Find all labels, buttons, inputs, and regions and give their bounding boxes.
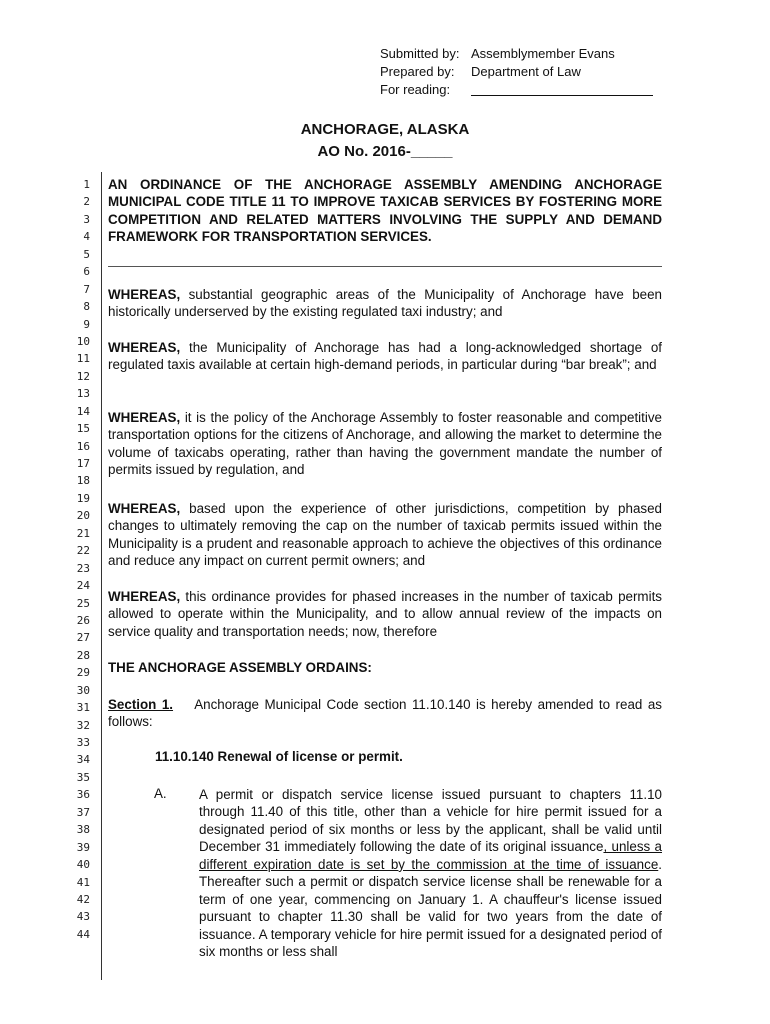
whereas-text: the Municipality of Anchorage has had a long-acknowledged shortage of regulated taxis available at certain high-demand periods, in particular during “bar break”; and (108, 340, 662, 373)
prepared-row (380, 63, 653, 81)
subsection-amendment-underlined: , unless a different expiration date is set by the commission at the time of issuance (199, 839, 662, 872)
line-number: 3 (83, 212, 90, 226)
line-number: 30 (76, 683, 90, 697)
section-label: Section 1. (108, 697, 174, 712)
line-number: 16 (76, 439, 90, 453)
section-1 (108, 696, 662, 731)
whereas-clause-3 (108, 409, 662, 479)
section-text: Anchorage Municipal Code section 11.10.140 is hereby amended to read as follows: (108, 697, 662, 730)
whereas-text: substantial geographic areas of the Municipality of Anchorage have been historically underserved by the existing regulated taxi industry; and (108, 287, 662, 320)
reading-label: For reading: (380, 82, 451, 97)
line-number: 18 (76, 474, 90, 488)
subsection-letter: A. (154, 786, 167, 801)
line-number: 22 (76, 544, 90, 558)
prepared-value: Department of Law (471, 64, 581, 79)
line-number: 43 (76, 910, 90, 924)
whereas-text: it is the policy of the Anchorage Assembly to foster reasonable and competitive transportation options for the citizens of Anchorage, and allowing the market to determine the volume of taxicabs operating, rather than having the government mandate the number of permits issued by regulation, and (108, 410, 662, 478)
line-number: 29 (76, 666, 90, 680)
line-number: 10 (76, 334, 90, 348)
line-number: 34 (76, 753, 90, 767)
whereas-label: WHEREAS, (108, 501, 181, 516)
line-number: 15 (76, 422, 90, 436)
margin-rule (101, 172, 102, 980)
submitted-row (380, 45, 653, 63)
line-number: 38 (76, 823, 90, 837)
document-title-city: ANCHORAGE, ALASKA (300, 121, 470, 138)
whereas-text: based upon the experience of other jurisdictions, competition by phased changes to ultimately removing the cap on the number of taxicab permits issued within the Municipality is a prudent and reasonable approach to achieve the objectives of this ordinance and reduce any impact on current permit owners; and (108, 501, 662, 569)
line-number: 26 (76, 613, 90, 627)
line-number: 41 (76, 875, 90, 889)
line-number: 44 (76, 927, 90, 941)
submission-header (380, 45, 653, 99)
line-number: 12 (76, 369, 90, 383)
submitted-label: Submitted by: (380, 46, 460, 61)
line-number: 6 (83, 265, 90, 279)
whereas-clause-2 (108, 339, 662, 374)
whereas-clause-1 (108, 286, 662, 321)
whereas-text: this ordinance provides for phased increases in the number of taxicab permits allowed to operate within the Municipality, and to allow annual review of the impacts on service quality and transportation needs; now, therefore (108, 589, 662, 639)
line-number: 20 (76, 509, 90, 523)
line-number: 11 (76, 352, 90, 366)
line-number: 24 (76, 579, 90, 593)
line-number: 4 (83, 230, 90, 244)
code-section-heading: 11.10.140 Renewal of license or permit. (155, 749, 403, 764)
line-number: 19 (76, 491, 90, 505)
line-number: 36 (76, 788, 90, 802)
line-number: 8 (83, 300, 90, 314)
whereas-label: WHEREAS, (108, 589, 181, 604)
line-number: 1 (83, 178, 90, 191)
line-number: 37 (76, 805, 90, 819)
whereas-label: WHEREAS, (108, 410, 181, 425)
whereas-clause-4 (108, 500, 662, 570)
whereas-clause-5 (108, 588, 662, 640)
line-number: 33 (76, 736, 90, 749)
whereas-label: WHEREAS, (108, 340, 181, 355)
line-number: 35 (76, 770, 90, 784)
line-number: 39 (76, 840, 90, 854)
line-number: 13 (76, 387, 90, 401)
line-number: 28 (76, 648, 90, 662)
title-divider (108, 266, 662, 267)
line-number: 21 (76, 526, 90, 540)
line-numbers (60, 176, 90, 943)
prepared-label: Prepared by: (380, 64, 455, 79)
ordinance-title: AN ORDINANCE OF THE ANCHORAGE ASSEMBLY AMENDING ANCHORAGE MUNICIPAL CODE TITLE 11 TO IMPROVE TAXICAB SERVICES BY FOSTERING MORE COMPETITION AND RELATED MATTERS INVOLVING THE SUPPLY AND DEMAND FRAMEWORK FOR TRANSPORTATION SERVICES. (108, 177, 662, 245)
reading-blank-line (471, 81, 653, 96)
line-number: 5 (83, 247, 90, 261)
document-title-ao-number: AO No. 2016-_____ (317, 143, 453, 160)
whereas-label: WHEREAS, (108, 287, 181, 302)
ordains-heading: THE ANCHORAGE ASSEMBLY ORDAINS: (108, 660, 372, 675)
subsection-text (199, 786, 662, 961)
subsection-text-part-1: A permit or dispatch service license issued pursuant to chapters 11.10 through 11.40 of this title, other than a vehicle for hire permit issued for a designated period of six months or less by the applicant, shall be valid until December 31 immediately following the date of its original issuance (199, 787, 662, 855)
line-number: 25 (76, 596, 90, 610)
line-number: 17 (76, 457, 90, 470)
subsection-text-part-2: . Thereafter such a permit or dispatch service license shall be renewable for a term of one year, commencing on January 1. A chauffeur's license issued pursuant to chapter 11.30 shall be valid for two years from the date of issuance. A temporary vehicle for hire permit issued for a designated period of six months or less shall (199, 856, 662, 960)
line-number: 42 (76, 892, 90, 906)
line-number: 14 (76, 404, 90, 418)
line-number: 31 (76, 701, 90, 715)
submitted-value: Assemblymember Evans (471, 46, 615, 61)
line-number: 27 (76, 631, 90, 645)
line-number: 23 (76, 561, 90, 575)
reading-row (380, 81, 653, 99)
line-number: 9 (83, 317, 90, 331)
line-number: 7 (83, 282, 90, 296)
line-number: 40 (76, 858, 90, 872)
line-number: 32 (76, 718, 90, 732)
line-number: 2 (83, 195, 90, 209)
